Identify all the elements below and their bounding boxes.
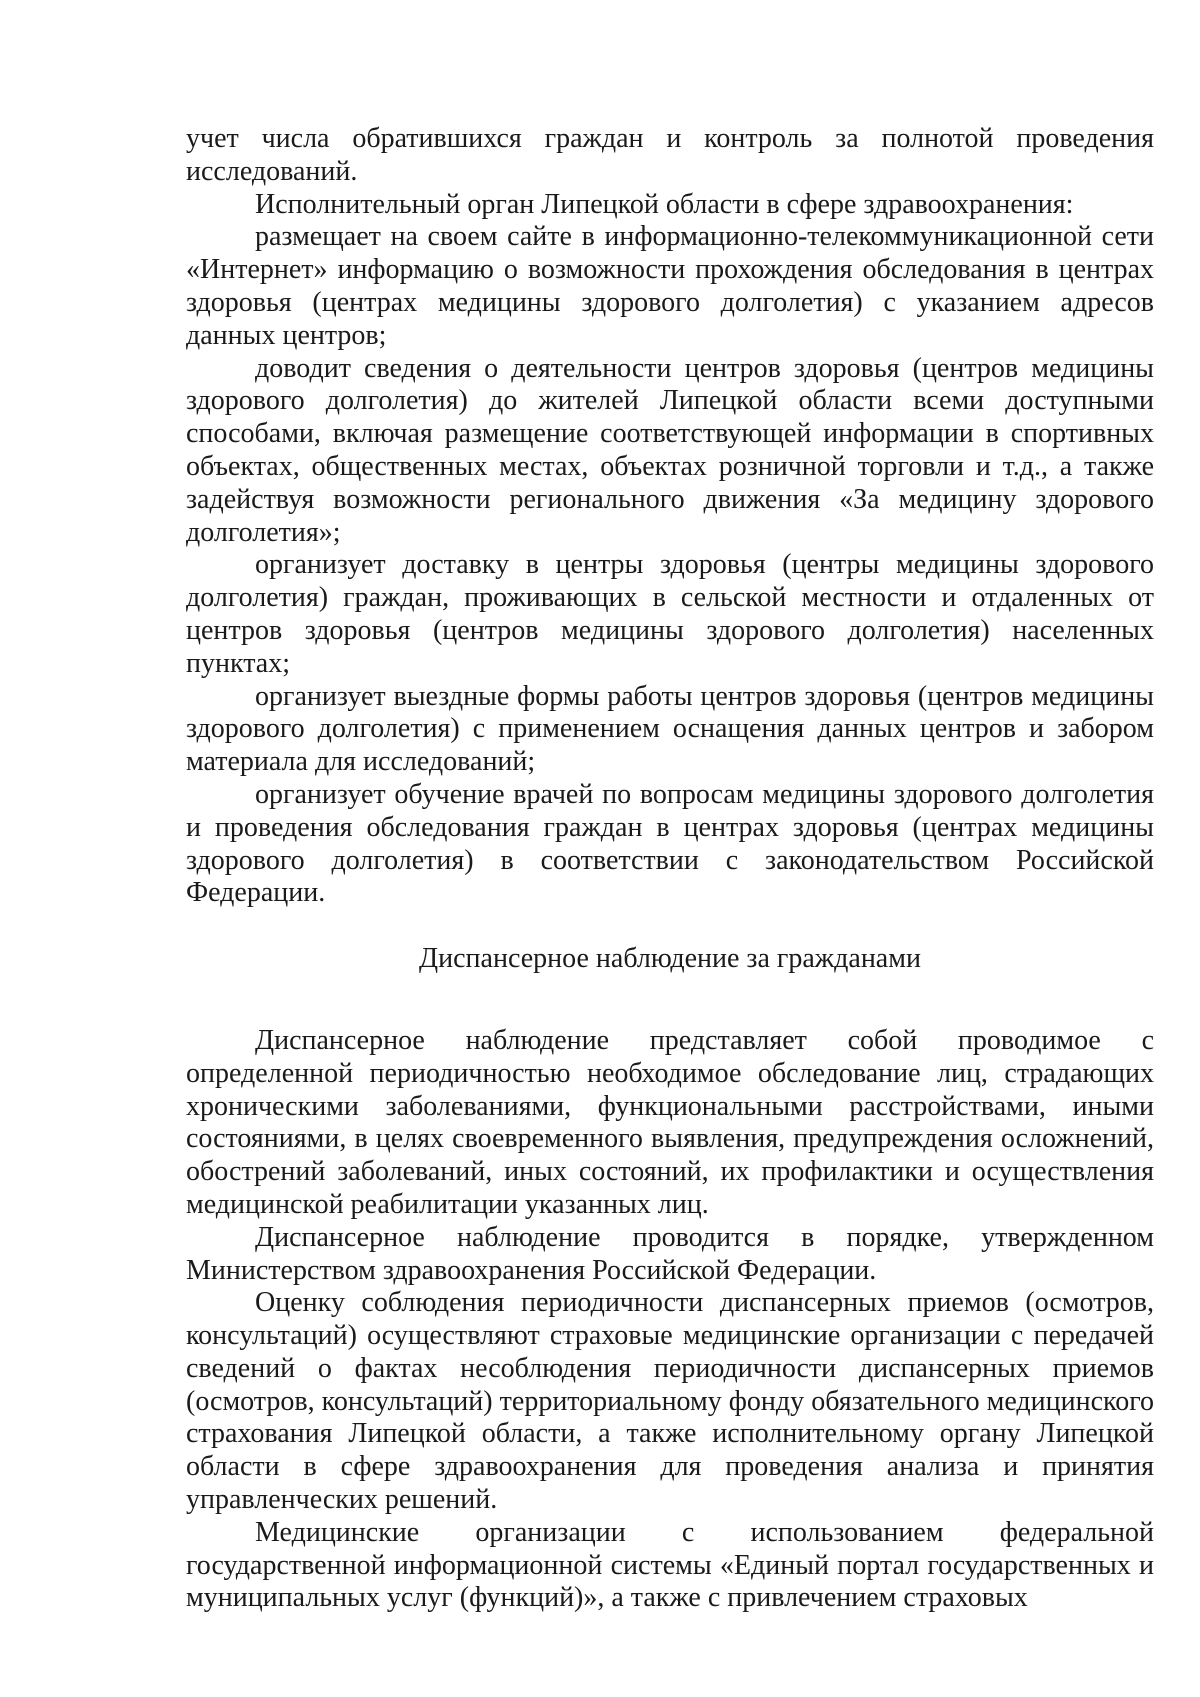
paragraph-medical-orgs: Медицинские организации с использованием федеральной государственной информационной системы «Единый портал государственных и муниципальных услуг (функций)», а также с привлечением страховых [186, 1516, 1154, 1614]
paragraph-website-info: размещает на своем сайте в информационно-телекоммуникационной сети «Интернет» информацию о возможности прохождения обследования в центрах здоровья (центрах медицины здорового долголетия) с указанием адресов данных центров; [186, 221, 1154, 351]
paragraph-continuation: учет числа обратившихся граждан и контроль за полнотой проведения исследований. [186, 123, 1154, 187]
paragraph-inform-residents: доводит сведения о деятельности центров здоровья (центров медицины здорового долголетия) до жителей Липецкой области всеми доступными способами, включая размещение соответствующей информации в спортивных объектах, общественных местах, объектах розничной торговли и т.д., а также задействуя возможности регионального движения «За медицину здорового долголетия»; [186, 352, 1154, 548]
paragraph-assessment: Оценку соблюдения периодичности диспансерных приемов (осмотров, консультаций) осуществляют страховые медицинские организации с передачей сведений о фактах несоблюдения периодичности диспансерных приемов (осмотров, консультаций) территориальному фонду обязательного медицинского страхования Липецкой области, а также исполнительному органу Липецкой области в сфере здравоохранения для проведения анализа и принятия управленческих решений. [186, 1287, 1154, 1516]
paragraph-delivery: организует доставку в центры здоровья (центры медицины здорового долголетия) граждан, проживающих в сельской местности и отдаленных от центров здоровья (центров медицины здорового долголетия) населенных пунктах; [186, 549, 1154, 679]
paragraph-mobile-forms: организует выездные формы работы центров здоровья (центров медицины здорового долголетия) с применением оснащения данных центров и забором материала для исследований; [186, 680, 1154, 778]
paragraph-definition: Диспансерное наблюдение представляет собой проводимое с определенной периодичностью необходимое обследование лиц, страдающих хроническими заболеваниями, функциональными расстройствами, иными состояниями, в целях своевременного выявления, предупреждения осложнений, обострений заболеваний, иных состояний, их профилактики и осуществления медицинской реабилитации указанных лиц. [186, 1024, 1154, 1220]
paragraph-procedure: Диспансерное наблюдение проводится в порядке, утвержденном Министерством здравоохранения Российской Федерации. [186, 1221, 1154, 1286]
document-body [186, 123, 1154, 1615]
paragraph-training: организует обучение врачей по вопросам медицины здорового долголетия и проведения обследования граждан в центрах здоровья (центрах медицины здорового долголетия) в соответствии с законодательством Российской Федерации. [186, 778, 1154, 909]
section-heading: Диспансерное наблюдение за гражданами [419, 943, 921, 975]
paragraph-authority-intro: Исполнительный орган Липецкой области в сфере здравоохранения: [255, 188, 1074, 220]
